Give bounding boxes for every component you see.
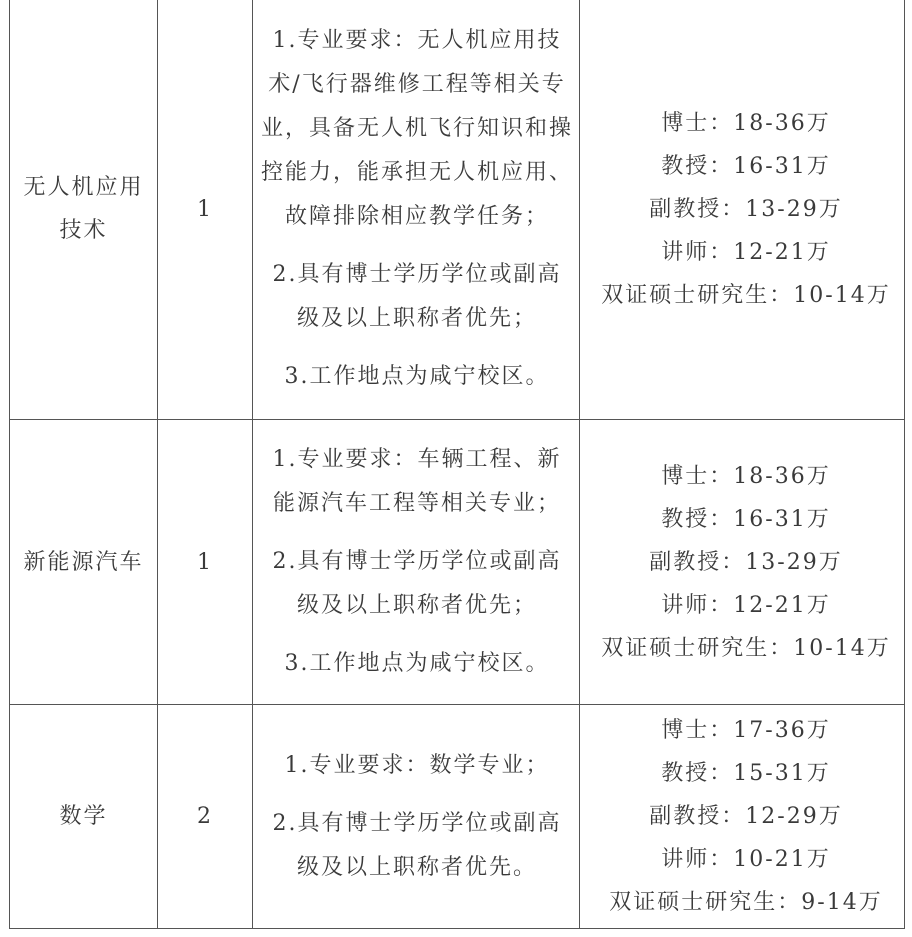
requirements-cell (253, 420, 580, 705)
count-cell: 1 (158, 420, 253, 705)
major-cell: 数学 (10, 705, 158, 929)
salary-item: 讲师：12-21万 (661, 239, 831, 265)
salary-item: 教授：16-31万 (661, 506, 831, 532)
major-cell: 无人机应用技术 (10, 0, 158, 420)
salary-cell (580, 705, 905, 929)
salary-item: 教授：15-31万 (661, 761, 831, 786)
requirements-cell (253, 705, 580, 929)
table-row (10, 0, 905, 420)
salary-item: 教授：16-31万 (661, 153, 831, 179)
requirement-item: 3.工作地点为咸宁校区。 (284, 364, 550, 389)
requirement-item: 1.专业要求：无人机应用技术/飞行器维修工程等相关专业，具备无人机飞行知识和操控能力，能承担无人机应用、故障排除相应教学任务； (261, 28, 574, 229)
table-row (10, 705, 905, 929)
salary-item: 副教授：12-29万 (649, 804, 843, 829)
salary-item: 博士：18-36万 (661, 110, 831, 136)
requirement-item: 2.具有博士学历学位或副高级及以上职称者优先。 (272, 810, 562, 880)
requirements-cell (253, 0, 580, 420)
requirement-item: 2.具有博士学历学位或副高级及以上职称者优先； (272, 549, 562, 618)
salary-cell (580, 420, 905, 705)
requirement-item: 1.专业要求：数学专业； (284, 752, 550, 778)
salary-item: 博士：18-36万 (661, 463, 831, 489)
requirement-item: 2.具有博士学历学位或副高级及以上职称者优先； (272, 262, 562, 331)
salary-item: 副教授：13-29万 (649, 549, 843, 575)
count-cell: 1 (158, 0, 253, 420)
salary-item: 双证硕士研究生：9-14万 (609, 890, 883, 915)
recruitment-table (9, 0, 905, 929)
count-cell: 2 (158, 705, 253, 929)
requirement-item: 1.专业要求：车辆工程、新能源汽车工程等相关专业； (272, 447, 562, 516)
salary-item: 双证硕士研究生：10-14万 (601, 635, 891, 661)
major-cell: 新能源汽车 (10, 420, 158, 705)
salary-item: 副教授：13-29万 (649, 196, 843, 222)
salary-cell (580, 0, 905, 420)
salary-item: 双证硕士研究生：10-14万 (601, 282, 891, 308)
salary-item: 博士：17-36万 (661, 718, 831, 743)
table-row (10, 420, 905, 705)
requirement-item: 3.工作地点为咸宁校区。 (284, 651, 550, 676)
salary-item: 讲师：10-21万 (661, 847, 831, 872)
salary-item: 讲师：12-21万 (661, 592, 831, 618)
